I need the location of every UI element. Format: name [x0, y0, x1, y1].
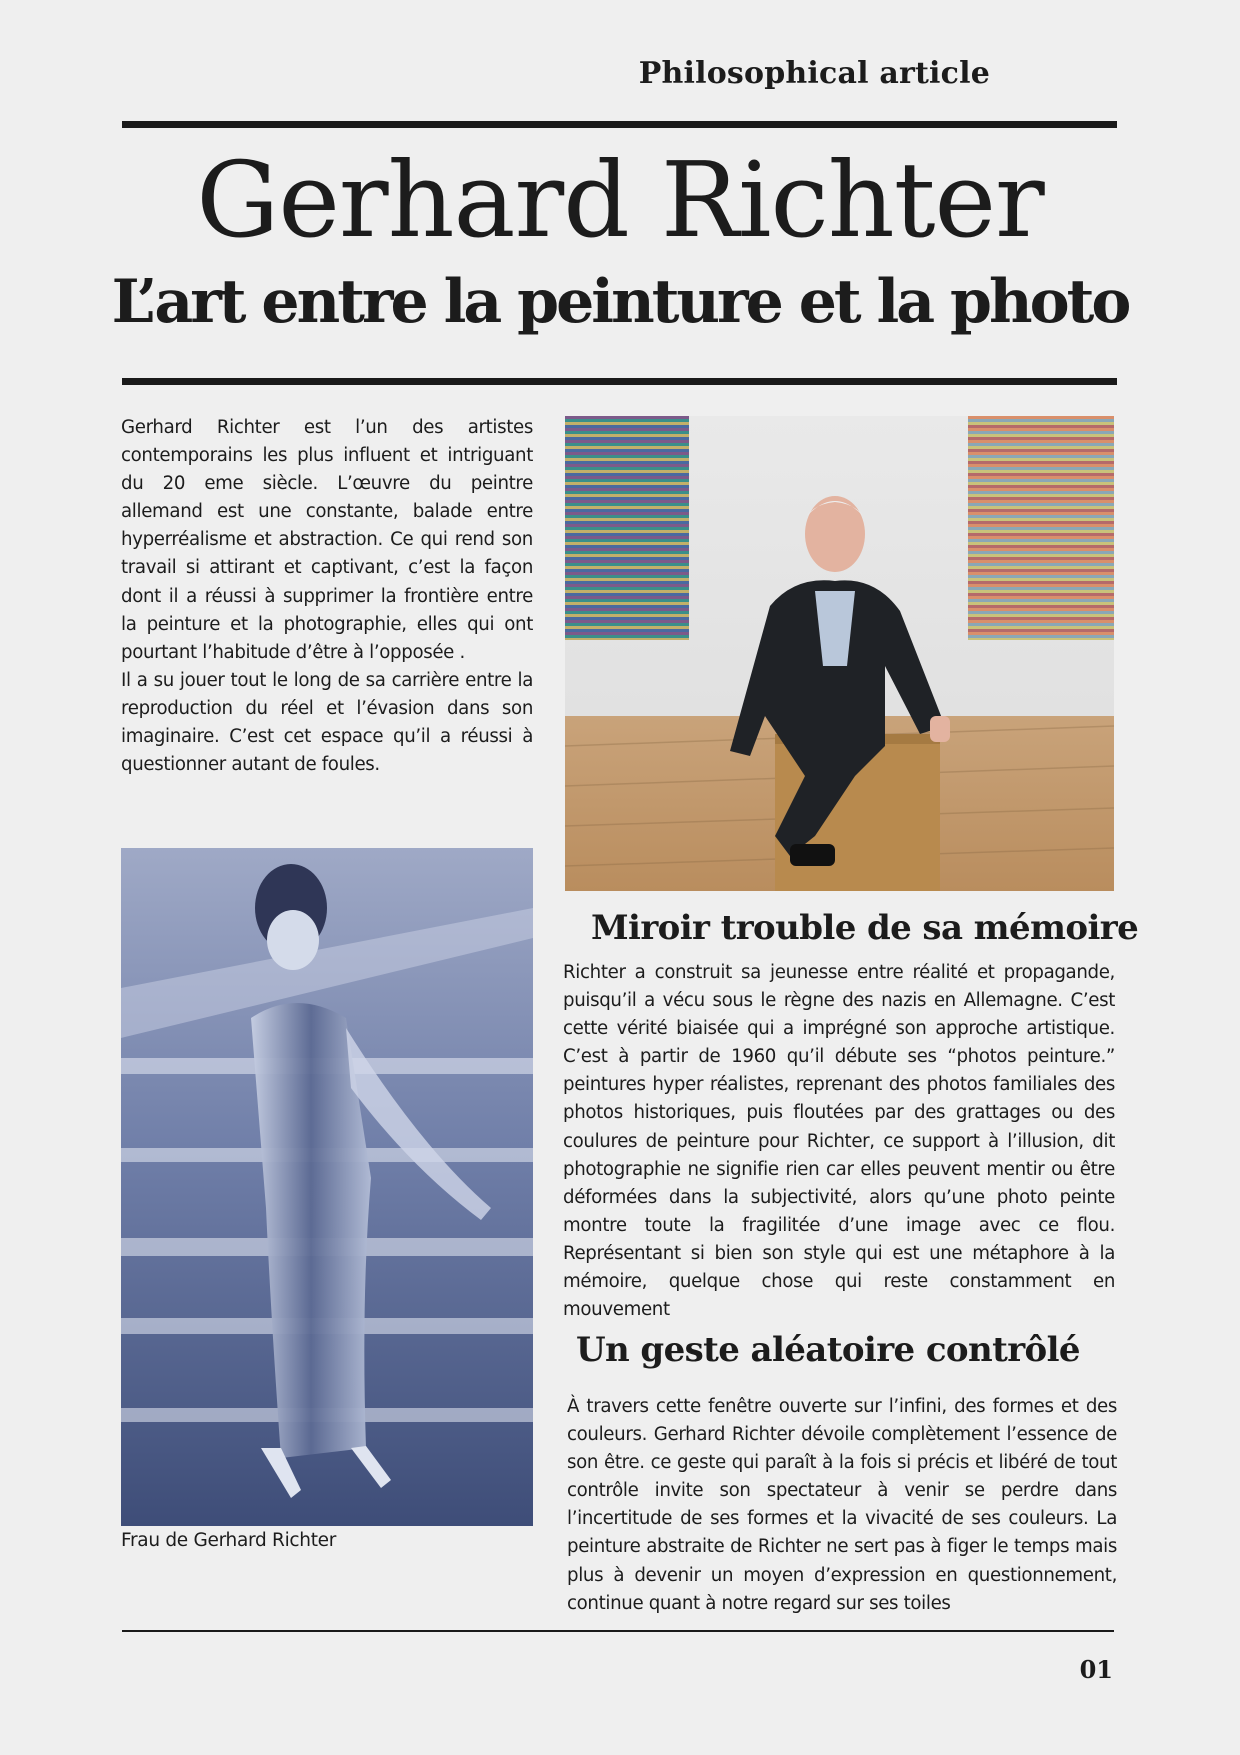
painting-caption: Frau de Gerhard Richter [121, 1530, 337, 1551]
section-heading-geste: Un geste aléatoire contrôlé [576, 1330, 1080, 1370]
article-subtitle: L’art entre la peinture et la photo [111, 267, 1129, 337]
article-title: Gerhard Richter [196, 139, 1044, 261]
section-geste-paragraph: À travers cette fenêtre ouverte sur l’infini, des formes et des couleurs. Gerhard Richter dévoile complètement l’essence de son être. ce geste qui paraît à la fois si précis et libéré de tout contrôle invite son spectateur à venir se perdre dans l’incertitude de ses formes et la vivacité de ses couleurs. La peinture abstraite de Richter ne sert pas à figer le temps mais plus à devenir un moyen d’expression en questionnement, continue quant à notre regard sur ses toiles [567, 1396, 1117, 1614]
intro-text [121, 414, 533, 779]
frau-painting-image [121, 848, 533, 1526]
page-number: 01 [1079, 1655, 1113, 1684]
title-divider [122, 378, 1117, 385]
top-divider [122, 121, 1117, 128]
section-miroir-paragraph: Richter a construit sa jeunesse entre réalité et propagande, puisqu’il a vécu sous le règne des nazis en Allemagne. C’est cette vérité biaisée qui a imprégné son approche artistique. C’est à partir de 1960 qu’il débute ses “photos peinture.” peintures hyper réalistes, reprenant des photos familiales des photos historiques, puis floutées par des grattages ou des coulures de peinture pour Richter, ce support à l’illusion, dit photographie ne signifie rien car elles peuvent mentir ou être déformées dans la subjectivité, alors qu’une photo peinte montre toute la fragilitée d’une image avec ce flou. Représentant si bien son style qui est une métaphore à la mémoire, quelque chose qui reste constamment en mouvement [563, 962, 1115, 1321]
section-geste-text [567, 1393, 1117, 1618]
section-heading-miroir: Miroir trouble de sa mémoire [591, 908, 1139, 948]
article-category: Philosophical article [638, 56, 990, 91]
footer-divider [122, 1630, 1114, 1632]
artist-portrait-photo [565, 416, 1114, 891]
intro-paragraph-2: Il a su jouer tout le long de sa carrière entre la reproduction du réel et l’évasion dans son imaginaire. C’est cet espace qu’il a réussi à questionner autant de foules. [121, 669, 533, 776]
section-miroir-text [563, 959, 1115, 1324]
intro-paragraph-1: Gerhard Richter est l’un des artistes contemporains les plus influent et intriguant du 20 eme siècle. L’œuvre du peintre allemand est une constante, balade entre hyperréalisme et abstraction. Ce qui rend son travail si attirant et captivant, c’est la façon dont il a réussi à supprimer la frontière entre la peinture et la photographie, elles qui ont pourtant l’habitude d’être à l’opposée . [121, 417, 533, 663]
